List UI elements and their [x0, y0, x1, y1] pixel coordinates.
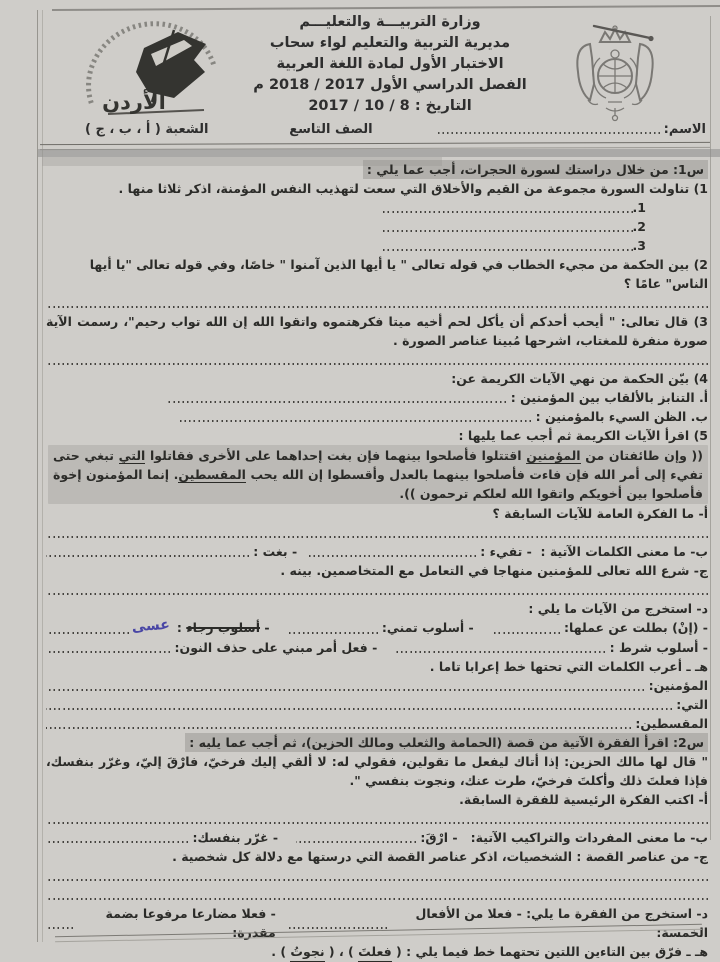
dotted-answer-line [46, 727, 631, 729]
dotted-answer-line [46, 306, 708, 308]
body-line [46, 695, 708, 714]
dotted-answer-line [46, 555, 249, 557]
body-line [46, 561, 708, 580]
body-line [46, 350, 708, 369]
text-run: هـ ـ فرّق بين التاءين اللتين تحتهما خط فيما يلي : ( [391, 944, 708, 959]
school-stamp-jordan-map [56, 10, 234, 128]
body-line [46, 638, 708, 657]
header-directorate: مديرية التربية والتعليم لواء سحاب [269, 35, 511, 51]
text-run: 1) تناولت السورة مجموعة من القيم والأخلاق التي سعت لتهذيب النفس المؤمنة، اذكر ثلاثا منها . [118, 181, 708, 196]
body-line [46, 885, 708, 904]
text-run: - فعل أمر مبني على حذف النون: [170, 640, 378, 655]
body-line [46, 847, 708, 866]
body-line [46, 599, 708, 618]
story-paragraph [41, 752, 708, 790]
text-run: ج- من عناصر القصة : الشخصيات، اذكر عناصر القصة التي درستها مع دلالة كل شخصية . [172, 849, 708, 864]
dotted-answer-line [492, 632, 560, 634]
underlined-word: المؤمنين [526, 448, 581, 463]
header-exam-title: الاختبار الأول لمادة اللغة العربية [276, 56, 504, 72]
text-run: التي: [671, 697, 708, 712]
text-run: أ. التنابز بالألقاب بين المؤمنين : [506, 390, 708, 405]
text-run: - أسلوب تمني: [377, 620, 474, 635]
dotted-answer-line [46, 708, 672, 710]
text-run: 4) بيّن الحكمة من نهي الآيات الكريمة عن: [451, 371, 708, 386]
text-run: 2. [632, 219, 646, 234]
handwritten-answer: عسى [130, 616, 170, 636]
body-line [46, 542, 708, 561]
dotted-answer-line [383, 249, 633, 251]
text-run: اقتتلوا فأصلحوا بينهما فإن بغت إحداهما على الأخرى فقاتلوا [145, 448, 527, 463]
underlined-word: فعلتَ [358, 942, 392, 962]
body-line [46, 369, 708, 388]
underlined-word: نجوتُ [290, 942, 324, 962]
text-run: ب- ما معنى المفردات والتراكيب الآتية: - ارْقَ: [416, 830, 708, 845]
body-line [46, 388, 708, 407]
dotted-answer-line [46, 632, 129, 634]
dotted-answer-line [166, 401, 506, 403]
section-label: الشعبة ( أ ، ب ، ج ) [84, 121, 209, 137]
student-name-cell [416, 122, 706, 137]
grade-label: الصف التاسع [289, 121, 373, 137]
body-line [46, 618, 708, 638]
text-run: ) ، ( [324, 944, 359, 959]
dotted-answer-line [306, 555, 476, 557]
text-run: " قال لها مالك الحزين: إذا أتاك ليفعل ما تقولين، فقولي له: لا ألقي إليك فرخيّ، فارْقَ إليّ، وغرّر بنفسك، فإذا فعلتَ ذلك وأكلتَ فرخيّ، طرت عنك، ونجوت بنفسي ". [41, 754, 708, 788]
text-run: : [172, 620, 187, 635]
text-run: أ- ما الفكرة العامة للآيات السابقة ؟ [492, 506, 708, 521]
dotted-answer-line [46, 822, 708, 824]
text-run: ب- ما معنى الكلمات الآتية : - تفيء : [475, 544, 708, 559]
body-line [41, 312, 708, 350]
dotted-answer-line [383, 230, 633, 232]
dotted-answer-line [46, 879, 708, 881]
text-run: س2: اقرأ الفقرة الآتية من قصة (الحمامة والثعلب ومالك الحزين)، ثم أجب عما يليه : [185, 733, 708, 752]
student-name-label: الاسم: [663, 121, 706, 137]
text-run: (( وإن طائفتان من [580, 448, 703, 463]
body-line [46, 198, 708, 217]
dotted-answer-line [383, 211, 633, 213]
text-run: هـ ـ أعرب الكلمات التي تحتها خط إعرابا تاما . [429, 659, 708, 674]
student-info-row [48, 116, 706, 142]
text-run: المؤمنين: [644, 678, 708, 693]
body-line [46, 657, 708, 676]
text-run: 5) اقرأ الآيات الكريمة ثم أجب عما يليها : [458, 428, 708, 443]
text-run: د- استخرج من الآيات ما يلي : [528, 601, 708, 616]
text-run: 3. [632, 238, 646, 253]
body-line [46, 828, 708, 847]
body-line [46, 255, 708, 293]
dotted-answer-line [46, 841, 188, 843]
text-run: - فعلا مضارعا مرفوعا بضمة مقدرة: [101, 906, 276, 940]
dotted-answer-line [296, 841, 416, 843]
scan-artifact-bar [38, 149, 720, 157]
text-run: - (إنْ) بطلت عن عملها: [559, 620, 708, 635]
header-date: التاريخ : 8 / 10 / 2017 [308, 98, 472, 114]
exam-body-lines [41, 160, 708, 959]
text-run: 3) قال تعالى: " أيحب أحدكم أن يأكل لحم أخيه ميتا فكرهتموه واتقوا الله إن الله تواب رحيم"، رسمت الآية صورة منفرة للمغتاب، اشرحها مُبينا عناصر الصورة . [41, 314, 708, 348]
quran-verse-block [48, 445, 708, 504]
text-run: - أسلوب شرط : [605, 640, 708, 655]
body-line [46, 217, 708, 236]
text-run: - [260, 620, 270, 635]
text-run: د- استخرج من الفقرة ما يلي: - فعلا من الأفعال الخمسة: [411, 906, 708, 940]
body-line [46, 809, 708, 828]
body-line [46, 790, 708, 809]
dotted-answer-line [46, 898, 708, 900]
dotted-answer-line [46, 651, 170, 653]
dotted-answer-line [289, 927, 387, 929]
body-line [46, 293, 708, 312]
dotted-answer-line [46, 593, 708, 595]
dotted-answer-line [46, 927, 73, 929]
dotted-answer-line [46, 536, 708, 538]
dotted-answer-line [46, 363, 708, 365]
dotted-answer-line [288, 632, 378, 634]
text-run: تبغي حتى تفيء إلى أمر الله فإن فاءت فأصلحوا بينهما بالعدل وأقسطوا إن الله يحب [48, 448, 703, 482]
strikethrough-text: أسلوب رجاء [186, 620, 260, 635]
header-ministry: وزارة التربيـــة والتعليـــم [299, 14, 481, 30]
text-run: . إنما المؤمنون إخوة فأصلحوا بين أخويكم واتقوا الله لعلكم ترحمون )). [48, 467, 703, 501]
body-line [46, 676, 708, 695]
school-stamp [56, 10, 234, 128]
dotted-answer-line [179, 420, 531, 422]
text-run: ) . [271, 944, 291, 959]
dotted-answer-line [395, 651, 605, 653]
body-line [46, 179, 708, 198]
text-run: ب. الظن السيء بالمؤمنين : [531, 409, 708, 424]
frame-right-border [710, 16, 711, 840]
body-line [46, 942, 708, 962]
question-2-heading [46, 733, 708, 752]
body-line [46, 580, 708, 599]
body-line [46, 236, 708, 255]
question-1-heading [46, 160, 708, 179]
underlined-word: التي [118, 448, 146, 463]
body-line [46, 523, 708, 542]
text-run: 2) بين الحكمة من مجيء الخطاب في قوله تعالى " يا أيها الذين آمنوا " خاصًا، وفي قوله تعالى "يا أيها الناس" عامًا ؟ [85, 257, 708, 291]
dotted-answer-line [46, 689, 644, 691]
body-line [46, 866, 708, 885]
header-semester: الفصل الدراسي الأول 2017 / 2018 م [253, 77, 527, 93]
body-line [46, 426, 708, 445]
text-run: أ- اكتب الفكرة الرئيسية للفقرة السابقة. [459, 792, 708, 807]
underlined-word: المقسطين [178, 467, 246, 482]
text-run: س1: من خلال دراستك لسورة الحجرات، أجب عما يلي : [363, 160, 708, 179]
stamp-country-label: الأردن [102, 90, 166, 114]
body-line [46, 714, 708, 733]
text-run: المقسطين: [631, 716, 708, 731]
header-title-block [225, 12, 555, 117]
student-name-blank-line [435, 132, 660, 134]
body-line [46, 504, 708, 523]
text-run: - بغت : [248, 544, 306, 559]
text-run: 1. [632, 200, 646, 215]
text-run: - غرّر بنفسك: [188, 830, 279, 845]
body-line [46, 407, 708, 426]
text-run: ج- شرع الله تعالى للمؤمنين منهاجا في التعامل مع المتخاصمين. بينه . [280, 563, 708, 578]
pen-scribble [588, 18, 668, 48]
